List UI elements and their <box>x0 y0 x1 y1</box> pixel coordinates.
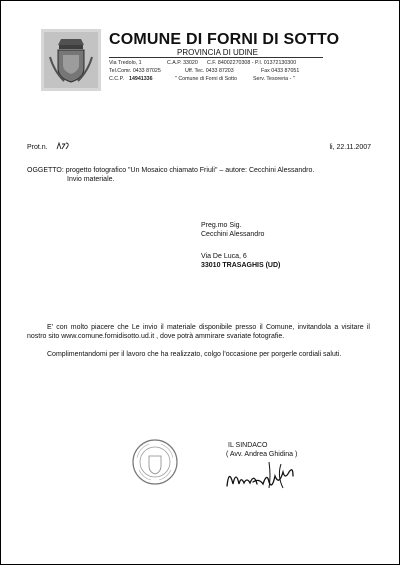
handwritten-signature-icon <box>223 456 303 496</box>
treasury-service: Serv. Tesoreria - " <box>253 76 295 82</box>
subject-label: OGGETTO: <box>27 167 64 174</box>
body-paragraph-1: E' con molto piacere che Le invio il materiale disponibile presso il Comune, invitandola a visitare il nostro sito www.comune.fornidisotto.ud.it , dove potrà ammirare svariate fotografie. <box>27 324 370 340</box>
protocol-label: Prot.n. <box>27 144 48 151</box>
recipient-salutation: Preg.mo Sig. <box>201 222 242 229</box>
fax: Fax 0433 87051 <box>261 68 300 74</box>
phone-main: Tel.Comr. 0433 87025 <box>109 68 161 74</box>
subject-block <box>27 166 314 184</box>
body-paragraph-2: Complimentandomi per il lavoro che ha realizzato, colgo l'occasione per porgerle cordiali saluti. <box>47 351 342 358</box>
signatory-title: IL SINDACO <box>228 442 268 449</box>
municipal-crest-icon <box>41 29 101 91</box>
letter-body <box>27 323 370 368</box>
signatory-name: ( Avv. Andrea Ghidina ) <box>226 451 298 458</box>
recipient-block <box>201 221 280 270</box>
tax-codes: C.F. 84002270308 - P.I. 01372130300 <box>207 60 297 66</box>
ccp-number: 14941336 <box>129 76 153 82</box>
official-stamp-icon <box>131 438 179 486</box>
recipient-street: Via De Luca, 6 <box>201 253 247 260</box>
province: PROVINCIA DI UDINE <box>177 48 258 57</box>
subject-line-2: Invio materiale. <box>67 176 115 183</box>
subject-line-1 <box>27 166 314 175</box>
letter-date: li, 22.11.2007 <box>329 144 371 151</box>
ccp-holder: " Comune di Forni di Sotto <box>175 76 237 82</box>
header-rule <box>109 57 323 58</box>
postal-code: C.A.P. 33020 <box>167 60 198 66</box>
recipient-name: Cecchini Alessandro <box>201 231 265 238</box>
address: Via Tredolo, 1 <box>109 60 142 66</box>
subject-text: progetto fotografico "Un Mosaico chiamato Friuli" – autore: Cecchini Alessandro. <box>65 167 315 174</box>
ccp-label: C.C.P. <box>109 76 124 82</box>
handwritten-protocol-number-icon <box>56 141 70 151</box>
org-name: COMUNE DI FORNI DI SOTTO <box>109 31 340 48</box>
phone-tech: Uff. Tec. 0433 87203 <box>185 68 234 74</box>
recipient-city: 33010 TRASAGHIS (UD) <box>201 262 281 269</box>
